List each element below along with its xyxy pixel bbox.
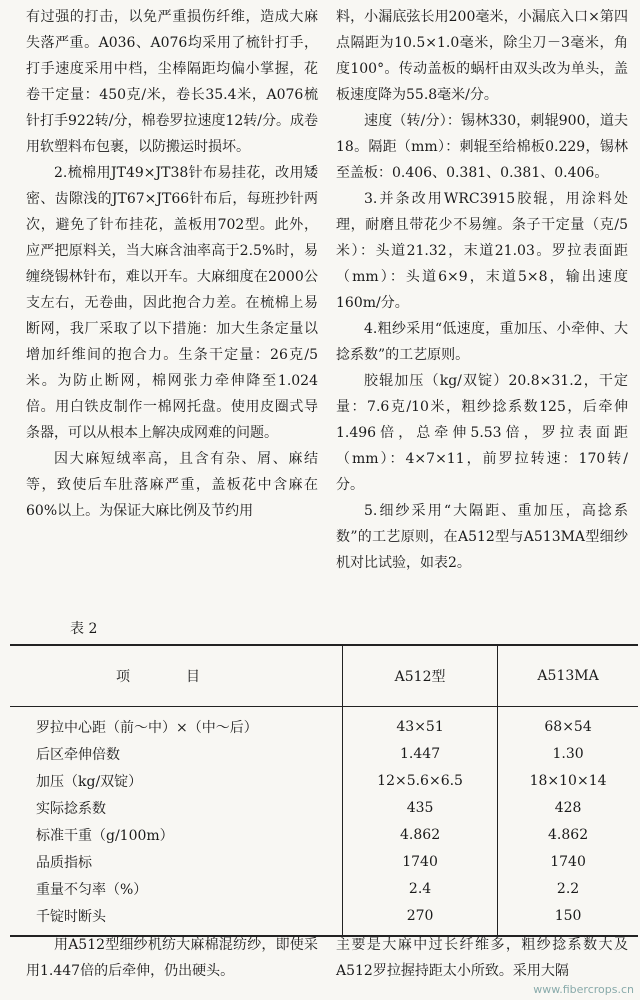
cell-a513ma: 1.30: [498, 740, 638, 767]
cell-a512: 4.862: [343, 821, 498, 848]
row-label: 重量不匀率（%）: [36, 881, 148, 898]
right-paragraph-2: 速度（转/分）：锡林330，刺辊900，道夫18。隔距（mm）：刺辊至给棉板0.229，锡林至盖板：0.406、0.381、0.381、0.406。: [336, 113, 628, 181]
table-row: [10, 821, 638, 848]
table-row: [10, 740, 638, 767]
cell-a512: 12×5.6×6.5: [343, 767, 498, 794]
right-paragraph-3: 3.并条改用WRC3915胶辊，用涂料处理，耐磨且带花少不易缠。条子干定量（克/5米）：头道21.32，末道21.03。罗拉表面距（mm）：头道6×9，末道5×8，输出速度160m/分。: [336, 191, 628, 311]
right-paragraph-6: 5.细纱采用“大隔距、重加压，高捻系数”的工艺原则，在A512型与A513MA型细纱机对比试验，如表2。: [336, 503, 628, 571]
right-paragraph-1: 料，小漏底弦长用200毫米，小漏底入口×第四点隔距为10.5×1.0毫米，除尘刀－3毫米，角度100°。传动盖板的蜗杆由双头改为单头，盖板速度降为55.8毫米/分。: [336, 9, 628, 103]
table-row: [10, 707, 638, 741]
cell-a513ma: 18×10×14: [498, 767, 638, 794]
cell-a513ma: 68×54: [498, 707, 638, 741]
right-paragraph-5: 胶辊加压（kg/双锭）20.8×31.2，干定量：7.6克/10米，粗纱捻系数125，后牵伸1.496倍，总牵伸5.53倍，罗拉表面距（mm）：4×7×11，前罗拉转速：170转/分。: [336, 373, 628, 493]
right-column: [336, 4, 628, 576]
table-row: [10, 794, 638, 821]
cell-a513ma: 428: [498, 794, 638, 821]
row-label: 罗拉中心距（前～中）×（中～后）: [36, 719, 258, 736]
header-a513ma: A513MA: [498, 645, 638, 707]
row-label: 加压（kg/双锭）: [36, 773, 143, 790]
row-label: 后区牵伸倍数: [36, 746, 120, 763]
cell-a512: 43×51: [343, 707, 498, 741]
left-column: [26, 4, 318, 524]
cell-a512: 1740: [343, 848, 498, 875]
bottom-left-paragraph: 用A512型细纱机纺大麻棉混纺纱，即使采用1.447倍的后牵伸，仍出硬头。: [26, 937, 318, 979]
cell-a513ma: 2.2: [498, 875, 638, 902]
table-header-row: [10, 645, 638, 707]
table-row: [10, 767, 638, 794]
left-paragraph-2: 2.梳棉用JT49×JT38针布易挂花，改用矮密、齿隙浅的JT67×JT66针布后，每班抄针两次，避免了针布挂花，盖板用702型。此外，应严把原料关，当大麻含油率高于2.5%时，易缠绕锡林针布，难以开车。大麻细度在2000公支左右，无卷曲，因此抱合力差。在梳棉上易断网，我厂采取了以下措施：加大生条定量以增加纤维间的抱合力。生条干定量：26克/5米。为防止断网，棉网张力牵伸降至1.024倍。用白铁皮制作一棉网托盘。使用皮圈式导条器，可以从根本上解决成网难的问题。: [26, 165, 318, 441]
row-label: 标准干重（g/100m）: [36, 827, 174, 844]
cell-a512: 2.4: [343, 875, 498, 902]
left-paragraph-1: 有过强的打击，以免严重损伤纤维，造成大麻失落严重。A036、A076均采用了梳针打手，打手速度采用中档，尘棒隔距均偏小掌握，花卷干定量：450克/米，卷长35.4米，A076梳针打手922转/分，棉卷罗拉速度12转/分。成卷用软塑料布包裹，以防搬运时损坏。: [26, 9, 318, 155]
comparison-table: [10, 644, 638, 937]
row-label: 品质指标: [36, 854, 92, 871]
table-row: [10, 875, 638, 902]
cell-a513ma: 1740: [498, 848, 638, 875]
left-paragraph-3: 因大麻短绒率高，且含有杂、屑、麻结等，致使后车肚落麻严重，盖板花中含麻在60%以上。为保证大麻比例及节约用: [26, 451, 318, 519]
cell-a512: 1.447: [343, 740, 498, 767]
row-label: 实际捻系数: [36, 800, 106, 817]
cell-a513ma: 4.862: [498, 821, 638, 848]
cell-a512: 435: [343, 794, 498, 821]
watermark-text: www.fibercrops.cn: [533, 983, 634, 996]
cell-a512: 270: [343, 902, 498, 936]
table-row: [10, 848, 638, 875]
cell-a513ma: 150: [498, 902, 638, 936]
right-paragraph-4: 4.粗纱采用“低速度，重加压、小牵伸、大捻系数”的工艺原则。: [336, 321, 628, 363]
row-label: 千锭时断头: [10, 902, 343, 936]
table-row: [10, 902, 638, 936]
table-caption: 表 2: [70, 621, 98, 637]
header-item: 项目: [10, 645, 343, 707]
bottom-right-paragraph: 主要是大麻中过长纤维多，粗纱捻系数大及A512罗拉握持距太小所致。采用大隔: [336, 937, 628, 979]
header-a512: A512型: [343, 645, 498, 707]
